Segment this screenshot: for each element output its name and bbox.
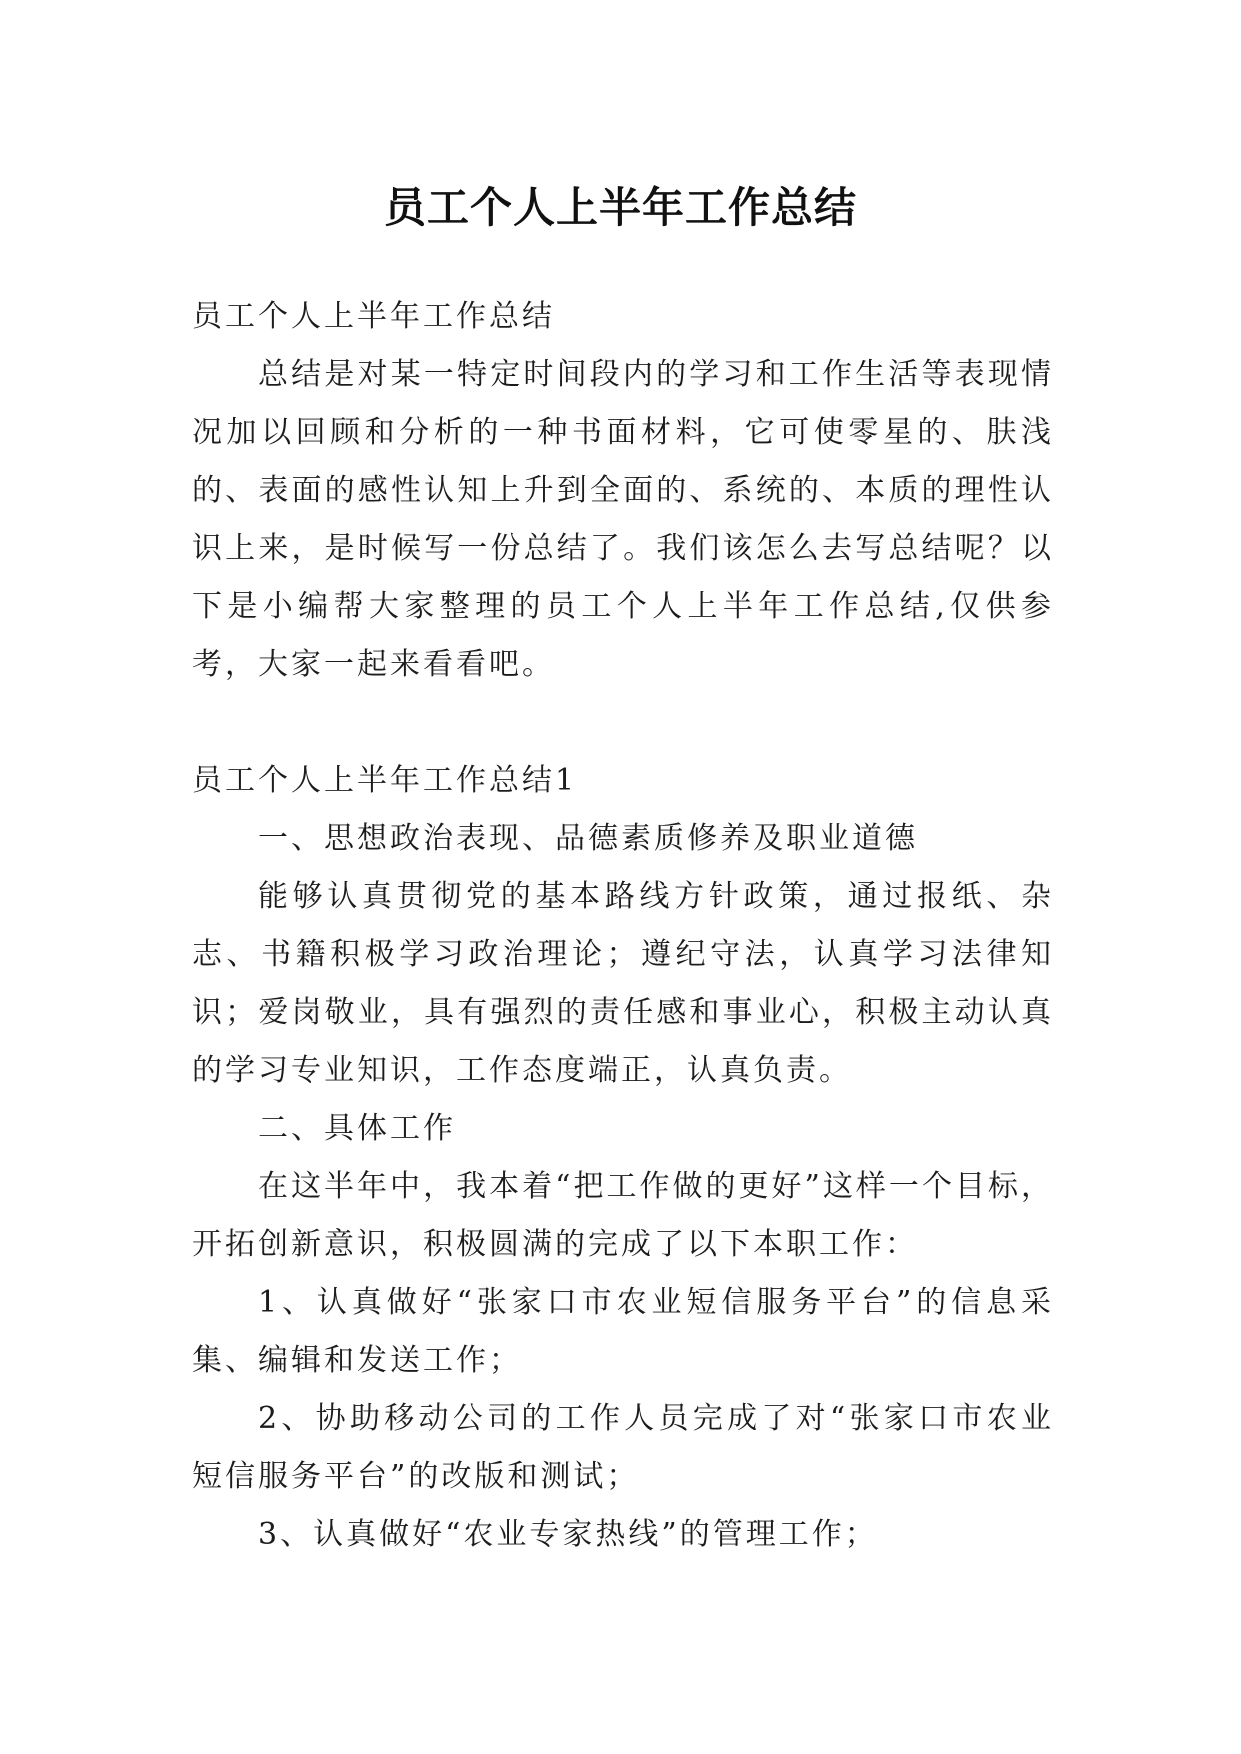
section-heading: 员工个人上半年工作总结1 bbox=[192, 763, 578, 798]
section-spacer bbox=[192, 694, 1054, 752]
part-two-title: 二、具体工作 bbox=[258, 1111, 456, 1146]
intro-paragraph: 总结是对某一特定时间段内的学习和工作生活等表现情况加以回顾和分析的一种书面材料，它可使零星的、肤浅的、表面的感性认知上升到全面的、系统的、本质的理性认识上来，是时候写一份总结了。我们该怎么去写总结呢？以下是小编帮大家整理的员工个人上半年工作总结,仅供参考，大家一起来看看吧。 bbox=[192, 357, 1054, 682]
document-title: 员工个人上半年工作总结 bbox=[383, 183, 857, 233]
part-two-paragraph: 在这半年中，我本着“把工作做的更好”这样一个目标，开拓创新意识，积极圆满的完成了以下本职工作： bbox=[192, 1169, 1054, 1262]
part-one-paragraph: 能够认真贯彻党的基本路线方针政策，通过报纸、杂志、书籍积极学习政治理论；遵纪守法，认真学习法律知识；爱岗敬业，具有强烈的责任感和事业心，积极主动认真的学习专业知识，工作态度端正，认真负责。 bbox=[192, 879, 1054, 1088]
list-item: 3、认真做好“农业专家热线”的管理工作； bbox=[258, 1517, 878, 1552]
part-one-title: 一、思想政治表现、品德素质修养及职业道德 bbox=[258, 821, 918, 856]
intro-heading: 员工个人上半年工作总结 bbox=[192, 299, 555, 334]
list-item: 1、认真做好“张家口市农业短信服务平台”的信息采集、编辑和发送工作； bbox=[192, 1285, 1054, 1378]
list-item: 2、协助移动公司的工作人员完成了对“张家口市农业短信服务平台”的改版和测试； bbox=[192, 1401, 1054, 1494]
document-body bbox=[192, 288, 1054, 1564]
